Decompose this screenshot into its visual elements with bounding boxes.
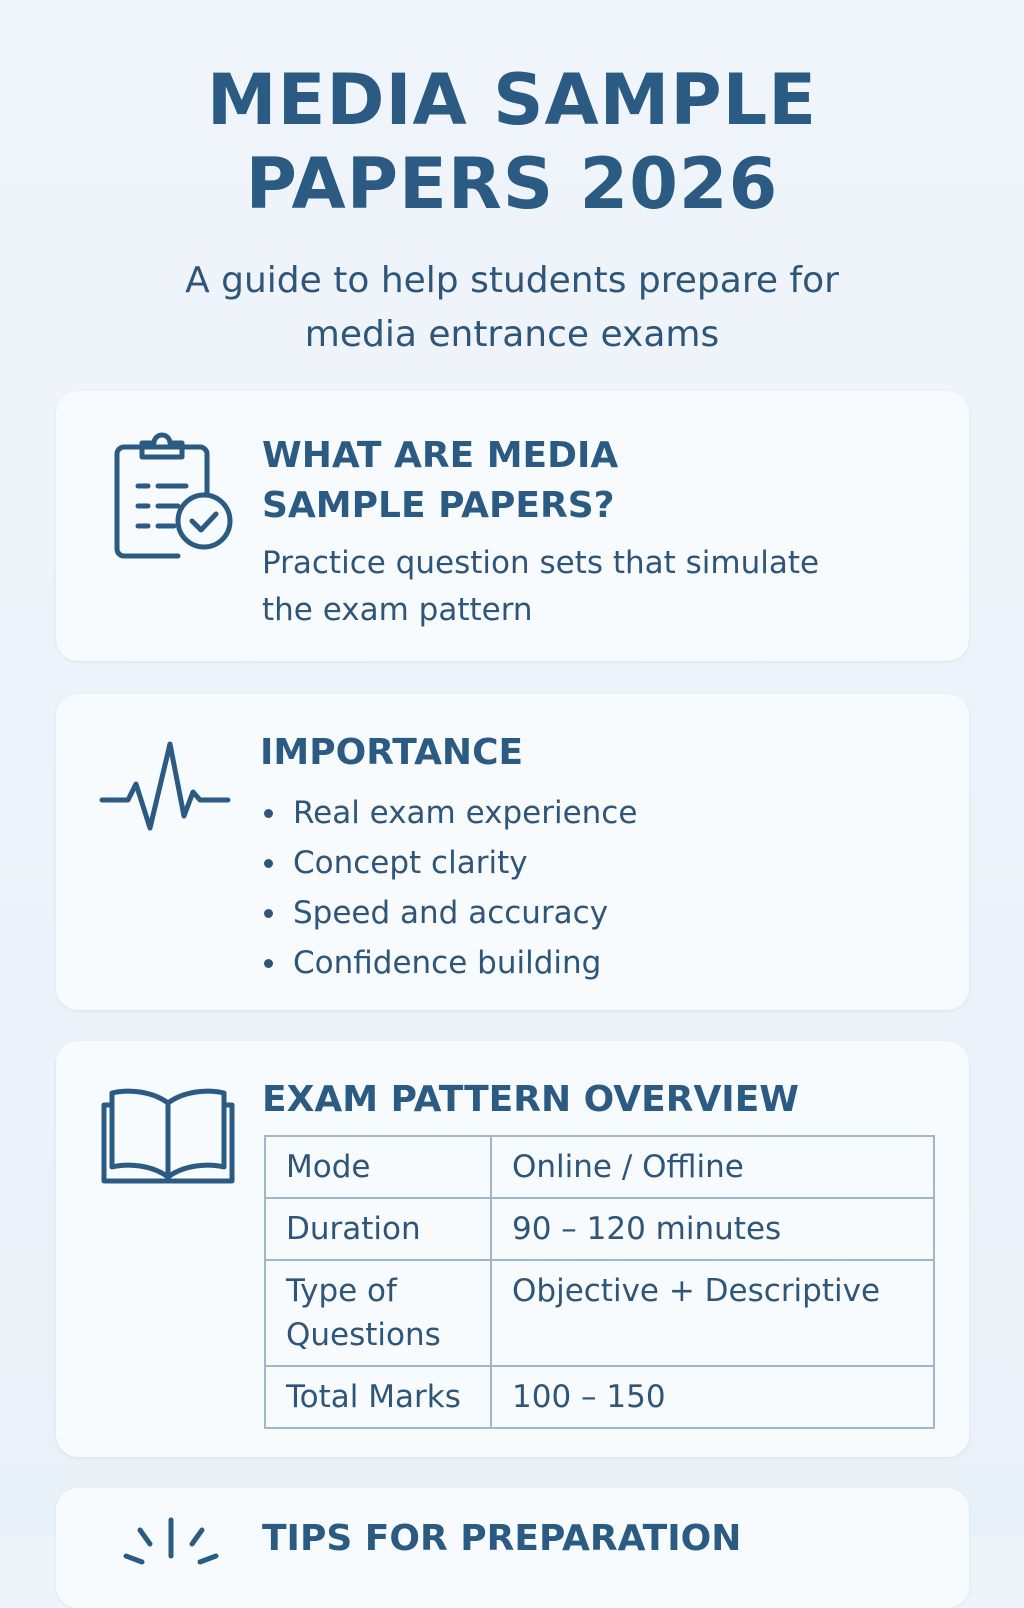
table-cell-value: 90 – 120 minutes: [491, 1198, 934, 1260]
title-line-1: MEDIA SAMPLE: [206, 59, 818, 141]
tips-heading: TIPS FOR PREPARATION: [262, 1518, 742, 1559]
table-row: [265, 1260, 934, 1366]
importance-bullet: Real exam experience: [262, 788, 637, 838]
table-cell-key: Type of Questions: [265, 1260, 491, 1366]
what-text-line-1: Practice question sets that simulate: [262, 545, 820, 581]
clipboard-check-icon: [112, 431, 236, 561]
title-line-2: PAPERS 2026: [245, 143, 779, 225]
pattern-heading: EXAM PATTERN OVERVIEW: [262, 1079, 799, 1120]
importance-bullet: Concept clarity: [262, 838, 637, 888]
table-cell-value: Online / Offline: [491, 1136, 934, 1198]
what-description: [262, 540, 819, 634]
page-title: [0, 58, 1024, 226]
subtitle-line-2: media entrance exams: [304, 314, 720, 355]
page-subtitle: [112, 254, 912, 362]
lightbulb-icon: [116, 1516, 226, 1576]
tips-card: [56, 1488, 969, 1608]
what-heading-line-2: SAMPLE PAPERS?: [262, 485, 615, 526]
table-cell-value: Objective + Descriptive: [491, 1260, 934, 1366]
subtitle-line-1: A guide to help students prepare for: [185, 260, 839, 301]
table-cell-key: Duration: [265, 1198, 491, 1260]
importance-bullet: Confidence building: [262, 938, 637, 988]
what-heading-line-1: WHAT ARE MEDIA: [262, 435, 619, 476]
table-row: [265, 1136, 934, 1198]
table-row: [265, 1198, 934, 1260]
open-book-icon: [100, 1085, 236, 1185]
what-are-sample-papers-card: [56, 391, 969, 661]
table-cell-key: Mode: [265, 1136, 491, 1198]
heartbeat-icon: [98, 738, 232, 834]
table-row: [265, 1366, 934, 1428]
importance-list: [262, 788, 637, 988]
table-cell-key: Total Marks: [265, 1366, 491, 1428]
what-text-line-2: the exam pattern: [262, 592, 533, 628]
importance-bullet: Speed and accuracy: [262, 888, 637, 938]
what-heading: [262, 431, 618, 531]
importance-card: [56, 694, 969, 1010]
importance-heading: IMPORTANCE: [260, 732, 524, 773]
exam-pattern-table: [264, 1135, 935, 1429]
exam-pattern-card: [56, 1041, 969, 1457]
table-cell-value: 100 – 150: [491, 1366, 934, 1428]
